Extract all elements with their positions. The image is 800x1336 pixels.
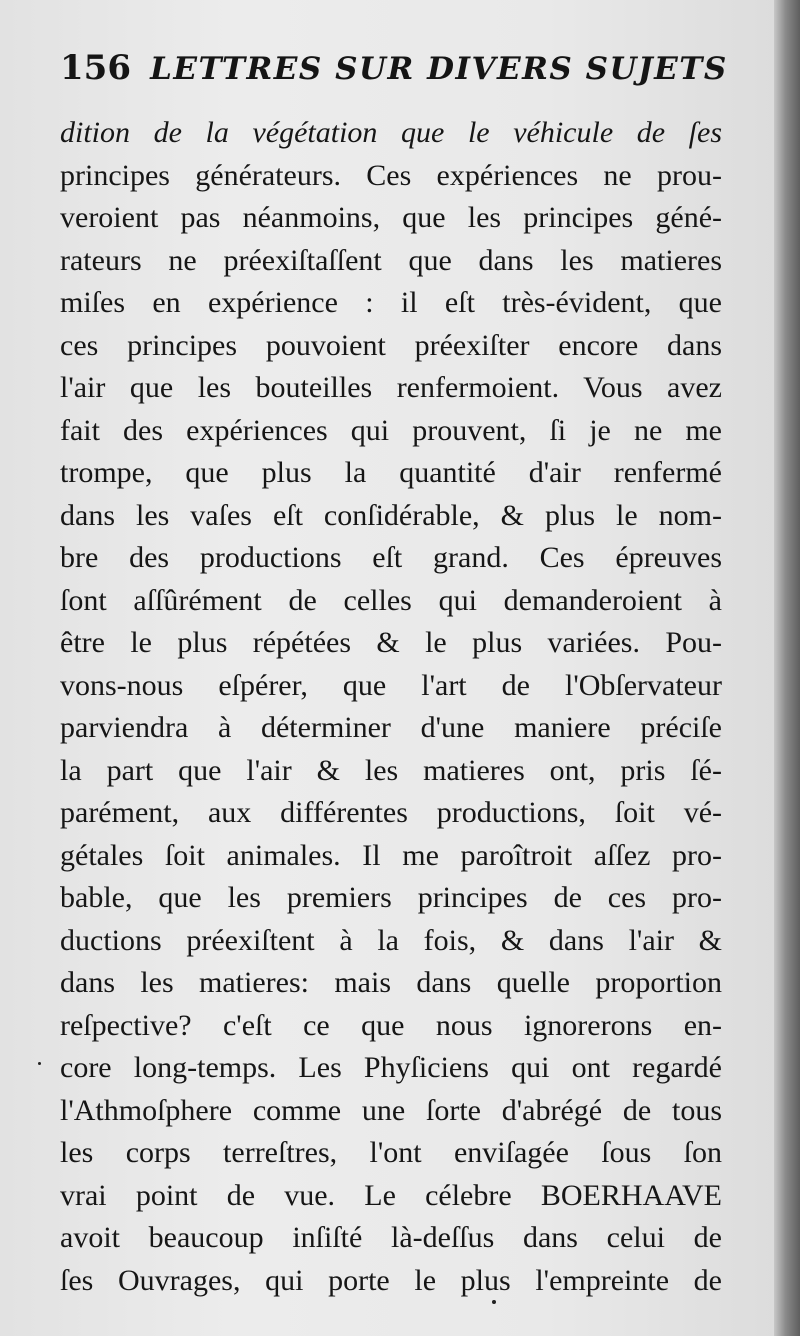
text-line: parviendra à déterminer d'une maniere préciſe <box>60 711 722 744</box>
text-line: ſont aſſûrément de celles qui demanderoient à <box>60 583 722 617</box>
text-line: bre des productions eſt grand. Ces épreuves <box>60 541 722 574</box>
running-title: LETTRES SUR DIVERS SUJETS <box>150 51 728 87</box>
page-gutter-shadow <box>774 0 800 1336</box>
text-line: l'air que les bouteilles renfermoient. Vous avez <box>60 371 722 404</box>
text-line: reſpective? c'eſt ce que nous ignorerons en- <box>60 1008 722 1042</box>
text-line: être le plus répétées & le plus variées. Pou- <box>60 626 722 659</box>
text-line: les corps terreſtres, l'ont enviſagée ſous ſon <box>60 1136 722 1169</box>
ink-speck <box>38 1062 41 1065</box>
text-line: gétales ſoit animales. Il me paroîtroit aſſez pro- <box>60 838 722 872</box>
text-line: dition de la végétation que le véhicule de ſes <box>60 116 722 149</box>
page-header <box>60 48 728 88</box>
text-line: dans les matieres: mais dans quelle proportion <box>60 966 722 999</box>
text-line: veroient pas néanmoins, que les principes géné- <box>60 201 722 234</box>
text-line: ces principes pouvoient préexiſter encore dans <box>60 328 722 362</box>
text-line: vrai point de vue. Le célebre BOERHAAVE <box>60 1178 722 1212</box>
text-line: fait des expériences qui prouvent, ſi je ne me <box>60 413 722 447</box>
text-line: rateurs ne préexiſtaſſent que dans les matieres <box>60 243 722 277</box>
text-line: ſes Ouvrages, qui porte le plus l'empreinte de <box>60 1263 722 1297</box>
body-text <box>60 112 722 1302</box>
ink-speck <box>492 1300 496 1304</box>
text-line: miſes en expérience : il eſt très-évident, que <box>60 286 722 319</box>
text-line: la part que l'air & les matieres ont, pris ſé- <box>60 753 722 787</box>
text-line: principes générateurs. Ces expériences ne prou- <box>60 158 722 192</box>
text-line: avoit beaucoup inſiſté là-deſſus dans celui de <box>60 1221 722 1254</box>
text-line: vons-nous eſpérer, que l'art de l'Obſervateur <box>60 668 722 702</box>
text-line: l'Athmoſphere comme une ſorte d'abrégé de tous <box>60 1093 722 1127</box>
text-line: ductions préexiſtent à la fois, & dans l'air & <box>60 923 722 957</box>
text-line: parément, aux différentes productions, ſoit vé- <box>60 796 722 829</box>
text-line: trompe, que plus la quantité d'air renfermé <box>60 456 722 489</box>
text-line: dans les vaſes eſt conſidérable, & plus le nom- <box>60 498 722 532</box>
text-line: core long-temps. Les Phyſiciens qui ont regardé <box>60 1051 722 1084</box>
page-number: 156 <box>60 48 131 88</box>
text-line: bable, que les premiers principes de ces pro- <box>60 881 722 914</box>
